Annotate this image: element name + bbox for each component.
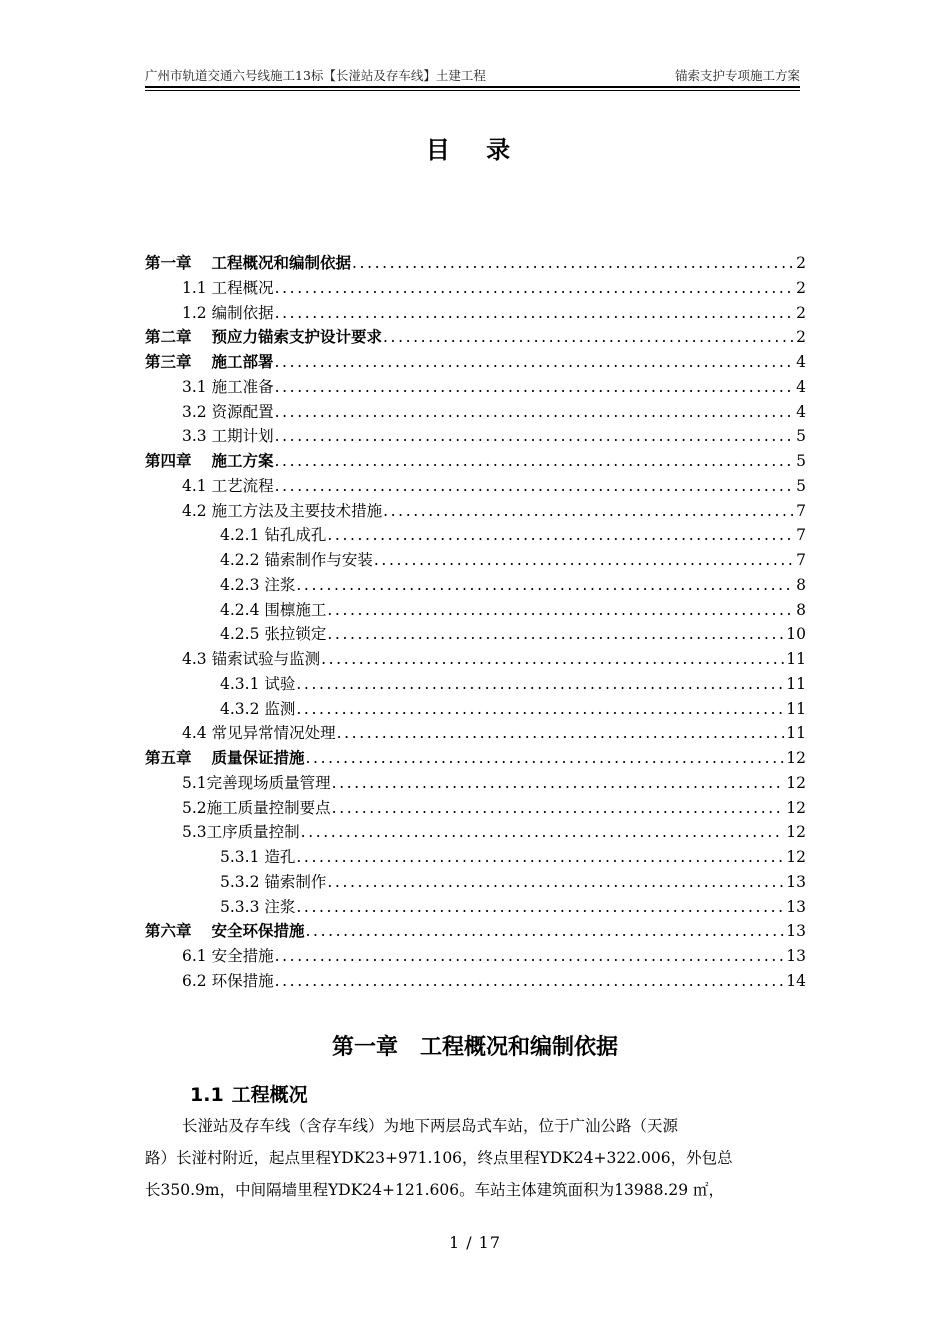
toc-entry[interactable] xyxy=(145,424,806,449)
toc-entry[interactable] xyxy=(145,598,806,623)
toc-page-number: 12 xyxy=(786,823,806,842)
toc-page-number: 12 xyxy=(786,749,806,767)
toc-dot-leader xyxy=(275,375,795,400)
body-line: 路）长湴村附近，起点里程YDK23+971.106，终点里程YDK24+322.006，外包总 xyxy=(145,1149,733,1167)
toc-entry-number: 第二章 xyxy=(145,328,192,347)
toc-entry-number: 第六章 xyxy=(145,922,192,941)
toc-entry-number: 1.1 xyxy=(182,278,207,297)
toc-dot-leader xyxy=(327,523,794,548)
toc-entry-number: 4.2.1 xyxy=(220,526,260,545)
toc-entry-text: 预应力锚索支护设计要求 xyxy=(211,328,383,347)
toc-entry-text: 质量保证措施 xyxy=(211,749,305,767)
toc-entry-number: 5.2 xyxy=(182,798,207,817)
toc-entry-number: 4.2 xyxy=(182,501,207,520)
toc-entry-label xyxy=(182,301,274,326)
toc-entry-text: 安全环保措施 xyxy=(211,922,305,941)
toc-entry[interactable] xyxy=(145,820,806,845)
toc-entry-number: 第四章 xyxy=(145,452,192,470)
toc-page-number: 2 xyxy=(796,254,806,272)
toc-dot-leader xyxy=(301,820,785,845)
toc-entry-number: 1.2 xyxy=(182,303,207,322)
toc-dot-leader xyxy=(275,276,795,301)
toc-page-number: 5 xyxy=(796,452,806,470)
toc-entry-label xyxy=(145,746,305,771)
toc-dot-leader xyxy=(296,697,784,722)
toc-entry[interactable] xyxy=(145,573,806,598)
toc-dot-leader xyxy=(275,350,795,375)
toc-page-number: 12 xyxy=(786,773,806,792)
toc-entry[interactable] xyxy=(145,548,806,573)
toc-entry-text: 注浆 xyxy=(264,897,296,916)
toc-entry-text: 试验 xyxy=(264,674,296,693)
toc-dot-leader xyxy=(275,969,785,994)
toc-entry-label xyxy=(220,672,295,697)
toc-entry[interactable] xyxy=(145,845,806,870)
toc-entry-text: 工程概况 xyxy=(211,278,274,297)
toc-entry[interactable] xyxy=(145,474,806,499)
toc-entry-text: 注浆 xyxy=(264,575,296,594)
toc-entry-label xyxy=(182,424,274,449)
toc-entry[interactable] xyxy=(145,895,806,920)
toc-entry-label xyxy=(182,944,274,969)
toc-dot-leader xyxy=(383,325,794,350)
toc-entry-label xyxy=(182,647,320,672)
toc-page-number: 2 xyxy=(796,278,806,297)
toc-entry-label xyxy=(220,845,295,870)
toc-entry[interactable] xyxy=(145,449,806,474)
toc-page-number: 8 xyxy=(796,600,806,619)
page-header xyxy=(145,66,800,86)
toc-dot-leader xyxy=(321,647,784,672)
toc-entry-text: 资源配置 xyxy=(211,402,274,421)
toc-entry-label xyxy=(182,796,331,821)
toc-entry[interactable] xyxy=(145,301,806,326)
header-project-name: 广州市轨道交通六号线施工13标【长湴站及存车线】土建工程 xyxy=(145,68,486,83)
toc-entry-text: 锚索制作与安装 xyxy=(264,551,373,569)
body-paragraph xyxy=(145,1110,806,1206)
toc-entry-label xyxy=(220,697,295,722)
toc-page-number: 4 xyxy=(796,402,806,421)
toc-entry[interactable] xyxy=(145,721,806,746)
toc-entry-number: 3.3 xyxy=(182,427,207,446)
toc-entry-text: 监测 xyxy=(264,699,296,718)
toc-entry[interactable] xyxy=(145,647,806,672)
toc-entry-number: 4.1 xyxy=(182,476,207,495)
toc-entry-label xyxy=(220,573,295,598)
toc-entry[interactable] xyxy=(145,350,806,375)
toc-entry-label xyxy=(182,400,274,425)
toc-page-number: 13 xyxy=(786,872,806,891)
toc-page-number: 12 xyxy=(786,848,806,866)
header-rule-thin xyxy=(145,90,800,91)
toc-dot-leader xyxy=(296,895,784,920)
section-title: 工程概况 xyxy=(231,1084,308,1106)
toc-entry[interactable] xyxy=(145,870,806,895)
toc-entry-label xyxy=(220,870,326,895)
toc-page-number: 11 xyxy=(786,724,806,743)
toc-entry-text: 工序质量控制 xyxy=(206,823,300,842)
toc-dot-leader xyxy=(275,424,795,449)
toc-entry-number: 4.3 xyxy=(182,650,207,668)
toc-entry-number: 5.3.3 xyxy=(220,897,260,916)
page-number: 1 / 17 xyxy=(448,1233,502,1252)
toc-dot-leader xyxy=(332,796,785,821)
page-footer xyxy=(0,1233,950,1252)
section-heading xyxy=(190,1080,308,1107)
toc-entry-label xyxy=(145,325,382,350)
toc-entry-number: 3.1 xyxy=(182,377,207,396)
body-line: 长350.9m，中间隔墙里程YDK24+121.606。车站主体建筑面积为13988.29 ㎡， xyxy=(145,1181,725,1199)
toc-page-number: 2 xyxy=(796,303,806,322)
toc-entry-number: 4.2.3 xyxy=(220,575,260,594)
toc-entry-number: 5.1 xyxy=(182,773,207,792)
toc-entry[interactable] xyxy=(145,400,806,425)
toc-page-number: 4 xyxy=(796,353,806,371)
toc-entry-text: 工程概况和编制依据 xyxy=(211,254,352,272)
toc-entry[interactable] xyxy=(145,672,806,697)
toc-page-number: 10 xyxy=(786,625,806,644)
toc-page-number: 14 xyxy=(786,971,806,990)
toc-page-number: 13 xyxy=(786,947,806,965)
toc-entry[interactable] xyxy=(145,375,806,400)
table-of-contents xyxy=(145,251,806,994)
toc-dot-leader xyxy=(327,598,794,623)
toc-entry-text: 钻孔成孔 xyxy=(264,526,327,545)
toc-entry-number: 5.3.1 xyxy=(220,848,260,866)
toc-dot-leader xyxy=(374,548,794,573)
toc-entry-number: 4.3.1 xyxy=(220,674,260,693)
chapter-title: 工程概况和编制依据 xyxy=(420,1035,619,1060)
toc-entry-label xyxy=(220,895,295,920)
toc-entry-label xyxy=(220,548,373,573)
toc-entry[interactable] xyxy=(145,325,806,350)
toc-entry-number: 3.2 xyxy=(182,402,207,421)
header-rule-thick xyxy=(145,86,800,88)
toc-entry-label xyxy=(145,919,305,944)
toc-entry-number: 4.4 xyxy=(182,724,207,743)
toc-entry-text: 造孔 xyxy=(264,848,296,866)
toc-entry-number: 4.2.4 xyxy=(220,600,260,619)
toc-dot-leader xyxy=(296,573,794,598)
toc-entry-label xyxy=(182,375,274,400)
toc-entry-number: 5.3 xyxy=(182,823,207,842)
toc-entry-text: 常见异常情况处理 xyxy=(211,724,336,743)
toc-dot-leader xyxy=(296,845,784,870)
toc-page-number: 13 xyxy=(786,922,806,941)
toc-entry[interactable] xyxy=(145,771,806,796)
toc-entry-number: 4.2.5 xyxy=(220,625,260,644)
toc-page-number: 4 xyxy=(796,377,806,396)
toc-page-number: 8 xyxy=(796,575,806,594)
toc-page-number: 7 xyxy=(796,551,806,569)
toc-dot-leader xyxy=(332,771,785,796)
section-number: 1.1 xyxy=(190,1084,224,1106)
toc-entry[interactable] xyxy=(145,746,806,771)
toc-entry-text: 施工方法及主要技术措施 xyxy=(211,501,383,520)
toc-dot-leader xyxy=(296,672,784,697)
toc-dot-leader xyxy=(275,400,795,425)
toc-entry-label xyxy=(220,523,326,548)
toc-entry-number: 第一章 xyxy=(145,254,192,272)
toc-entry-text: 安全措施 xyxy=(211,947,274,965)
toc-page-number: 11 xyxy=(786,674,806,693)
toc-entry-number: 4.2.2 xyxy=(220,551,260,569)
toc-dot-leader xyxy=(275,301,795,326)
toc-entry-number: 第三章 xyxy=(145,353,192,371)
toc-dot-leader xyxy=(306,746,785,771)
toc-entry[interactable] xyxy=(145,499,806,524)
toc-page-number: 7 xyxy=(796,526,806,545)
toc-entry[interactable] xyxy=(145,251,806,276)
toc-dot-leader xyxy=(337,721,785,746)
toc-dot-leader xyxy=(383,499,794,524)
toc-entry-text: 完善现场质量管理 xyxy=(206,773,331,792)
toc-page-number: 11 xyxy=(786,699,806,718)
toc-dot-leader xyxy=(327,622,784,647)
toc-entry-text: 施工质量控制要点 xyxy=(206,798,331,817)
toc-page-number: 11 xyxy=(786,650,806,668)
toc-entry-text: 施工方案 xyxy=(211,452,274,470)
toc-entry-label xyxy=(220,598,326,623)
toc-entry[interactable] xyxy=(145,697,806,722)
toc-page-number: 7 xyxy=(796,501,806,520)
toc-entry-text: 锚索试验与监测 xyxy=(211,650,321,668)
toc-entry-label xyxy=(145,350,274,375)
toc-dot-leader xyxy=(327,870,784,895)
toc-entry-number: 6.2 xyxy=(182,971,207,990)
toc-entry-label xyxy=(182,474,274,499)
toc-entry-label xyxy=(145,251,351,276)
toc-entry-label xyxy=(182,820,300,845)
toc-entry-label xyxy=(220,622,326,647)
toc-page-number: 2 xyxy=(796,328,806,347)
toc-entry[interactable] xyxy=(145,944,806,969)
toc-dot-leader xyxy=(275,944,785,969)
toc-dot-leader xyxy=(275,449,795,474)
toc-entry[interactable] xyxy=(145,276,806,301)
toc-entry-text: 锚索制作 xyxy=(264,872,327,891)
toc-entry[interactable] xyxy=(145,622,806,647)
toc-entry-text: 编制依据 xyxy=(211,303,274,322)
toc-page-number: 12 xyxy=(786,798,806,817)
toc-entry-text: 施工部署 xyxy=(211,353,274,371)
toc-entry-number: 6.1 xyxy=(182,947,207,965)
toc-page-number: 5 xyxy=(796,476,806,495)
toc-entry-label xyxy=(182,721,336,746)
toc-entry-label xyxy=(182,771,331,796)
toc-entry-number: 5.3.2 xyxy=(220,872,260,891)
toc-page-number: 13 xyxy=(786,897,806,916)
toc-entry-text: 环保措施 xyxy=(211,971,274,990)
toc-entry-text: 工艺流程 xyxy=(211,476,274,495)
toc-entry-label xyxy=(182,969,274,994)
toc-entry-text: 施工准备 xyxy=(211,377,274,396)
toc-entry-label xyxy=(145,449,274,474)
toc-page-number: 5 xyxy=(796,427,806,446)
toc-dot-leader xyxy=(306,919,785,944)
toc-dot-leader xyxy=(275,474,795,499)
toc-entry[interactable] xyxy=(145,523,806,548)
toc-entry-text: 工期计划 xyxy=(211,427,274,446)
toc-entry-label xyxy=(182,276,274,301)
toc-entry[interactable] xyxy=(145,796,806,821)
toc-title: 目 录 xyxy=(425,136,525,164)
chapter-number: 第一章 xyxy=(331,1035,398,1060)
toc-entry-text: 张拉锁定 xyxy=(264,625,327,644)
toc-entry[interactable] xyxy=(145,919,806,944)
chapter-heading xyxy=(0,1030,950,1061)
toc-dot-leader xyxy=(352,251,794,276)
toc-entry-number: 第五章 xyxy=(145,749,192,767)
header-document-title: 锚索支护专项施工方案 xyxy=(674,68,800,83)
toc-entry[interactable] xyxy=(145,969,806,994)
body-line: 长湴站及存车线（含存车线）为地下两层岛式车站，位于广汕公路（天源 xyxy=(182,1117,679,1135)
toc-entry-text: 围檩施工 xyxy=(264,600,327,619)
toc-entry-number: 4.3.2 xyxy=(220,699,260,718)
toc-entry-label xyxy=(182,499,382,524)
